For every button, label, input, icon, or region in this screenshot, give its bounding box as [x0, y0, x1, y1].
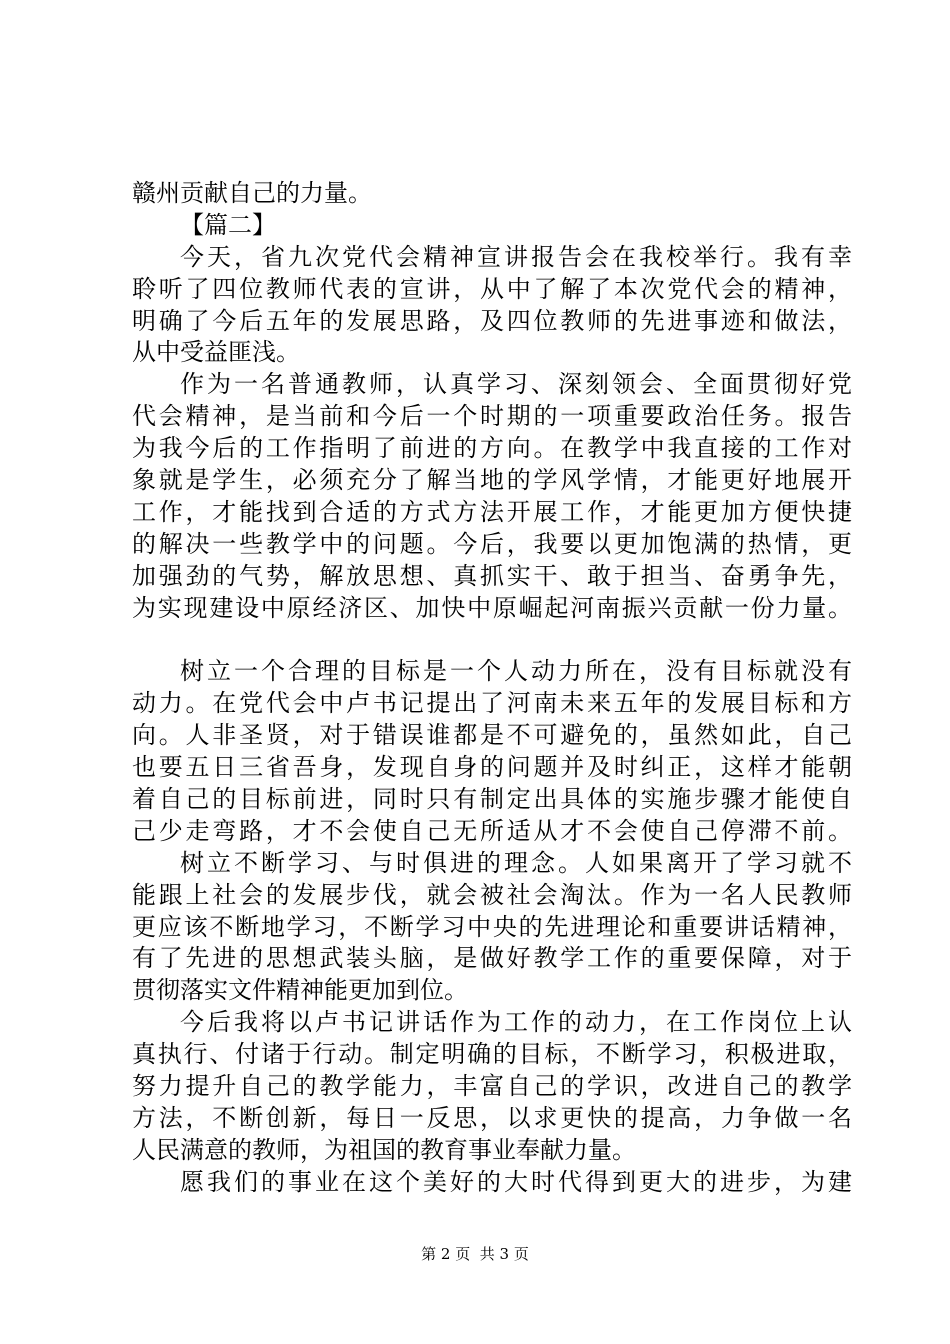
- text-line: 聆听了四位教师代表的宣讲，从中了解了本次党代会的精神，: [132, 274, 852, 303]
- text-line: 己少走弯路，才不会使自己无所适从才不会使自己停滞不前。: [132, 816, 852, 845]
- text-line: 动力。在党代会中卢书记提出了河南未来五年的发展目标和方: [132, 689, 852, 718]
- text-line: 树立不断学习、与时俱进的理念。人如果离开了学习就不: [180, 848, 852, 877]
- text-line: 愿我们的事业在这个美好的大时代得到更大的进步，为建: [180, 1167, 852, 1196]
- text-line: 为实现建设中原经济区、加快中原崛起河南振兴贡献一份力量。: [132, 593, 852, 622]
- text-line: 赣州贡献自己的力量。: [132, 179, 372, 207]
- text-line: 贯彻落实文件精神能更加到位。: [132, 976, 468, 1005]
- text-line: 真执行、付诸于行动。制定明确的目标，不断学习，积极进取，: [132, 1040, 852, 1069]
- text-line: 今后我将以卢书记讲话作为工作的动力，在工作岗位上认: [180, 1008, 852, 1037]
- paragraph-gap: [132, 624, 852, 656]
- text-line: 加强劲的气势，解放思想、真抓实干、敢于担当、奋勇争先，: [132, 561, 852, 590]
- text-line: 向。人非圣贤，对于错误谁都是不可避免的，虽然如此，自己: [132, 721, 852, 750]
- text-line: 今天，省九次党代会精神宣讲报告会在我校举行。我有幸: [180, 242, 852, 271]
- text-line: 代会精神，是当前和今后一个时期的一项重要政治任务。报告: [132, 402, 852, 431]
- text-line: 明确了今后五年的发展思路，及四位教师的先进事迹和做法，: [132, 306, 852, 335]
- text-line: 方法，不断创新，每日一反思，以求更快的提高，力争做一名: [132, 1103, 852, 1132]
- text-line: 工作，才能找到合适的方式方法开展工作，才能更加方便快捷: [132, 497, 852, 526]
- text-line: 努力提升自己的教学能力，丰富自己的学识，改进自己的教学: [132, 1072, 852, 1101]
- page-footer: 第 2 页 共 3 页: [421, 1245, 529, 1263]
- section-heading: 【篇二】: [180, 210, 276, 239]
- text-line: 象就是学生，必须充分了解当地的学风学情，才能更好地展开: [132, 466, 852, 495]
- text-line: 从中受益匪浅。: [132, 338, 300, 367]
- text-line: 作为一名普通教师，认真学习、深刻领会、全面贯彻好党: [180, 370, 852, 399]
- text-line: 也要五日三省吾身，发现自身的问题并及时纠正，这样才能朝: [132, 753, 852, 782]
- text-line: 能跟上社会的发展步伐，就会被社会淘汰。作为一名人民教师: [132, 880, 852, 909]
- text-line: 更应该不断地学习，不断学习中央的先进理论和重要讲话精神，: [132, 912, 852, 941]
- text-line: 为我今后的工作指明了前进的方向。在教学中我直接的工作对: [132, 434, 852, 463]
- text-line: 着自己的目标前进，同时只有制定出具体的实施步骤才能使自: [132, 785, 852, 814]
- document-body: [132, 178, 852, 1199]
- text-line: 树立一个合理的目标是一个人动力所在，没有目标就没有: [180, 657, 852, 686]
- text-line: 人民满意的教师，为祖国的教育事业奉献力量。: [132, 1135, 636, 1164]
- text-line: 有了先进的思想武装头脑，是做好教学工作的重要保障，对于: [132, 944, 852, 973]
- text-line: 的解决一些教学中的问题。今后，我要以更加饱满的热情，更: [132, 529, 852, 558]
